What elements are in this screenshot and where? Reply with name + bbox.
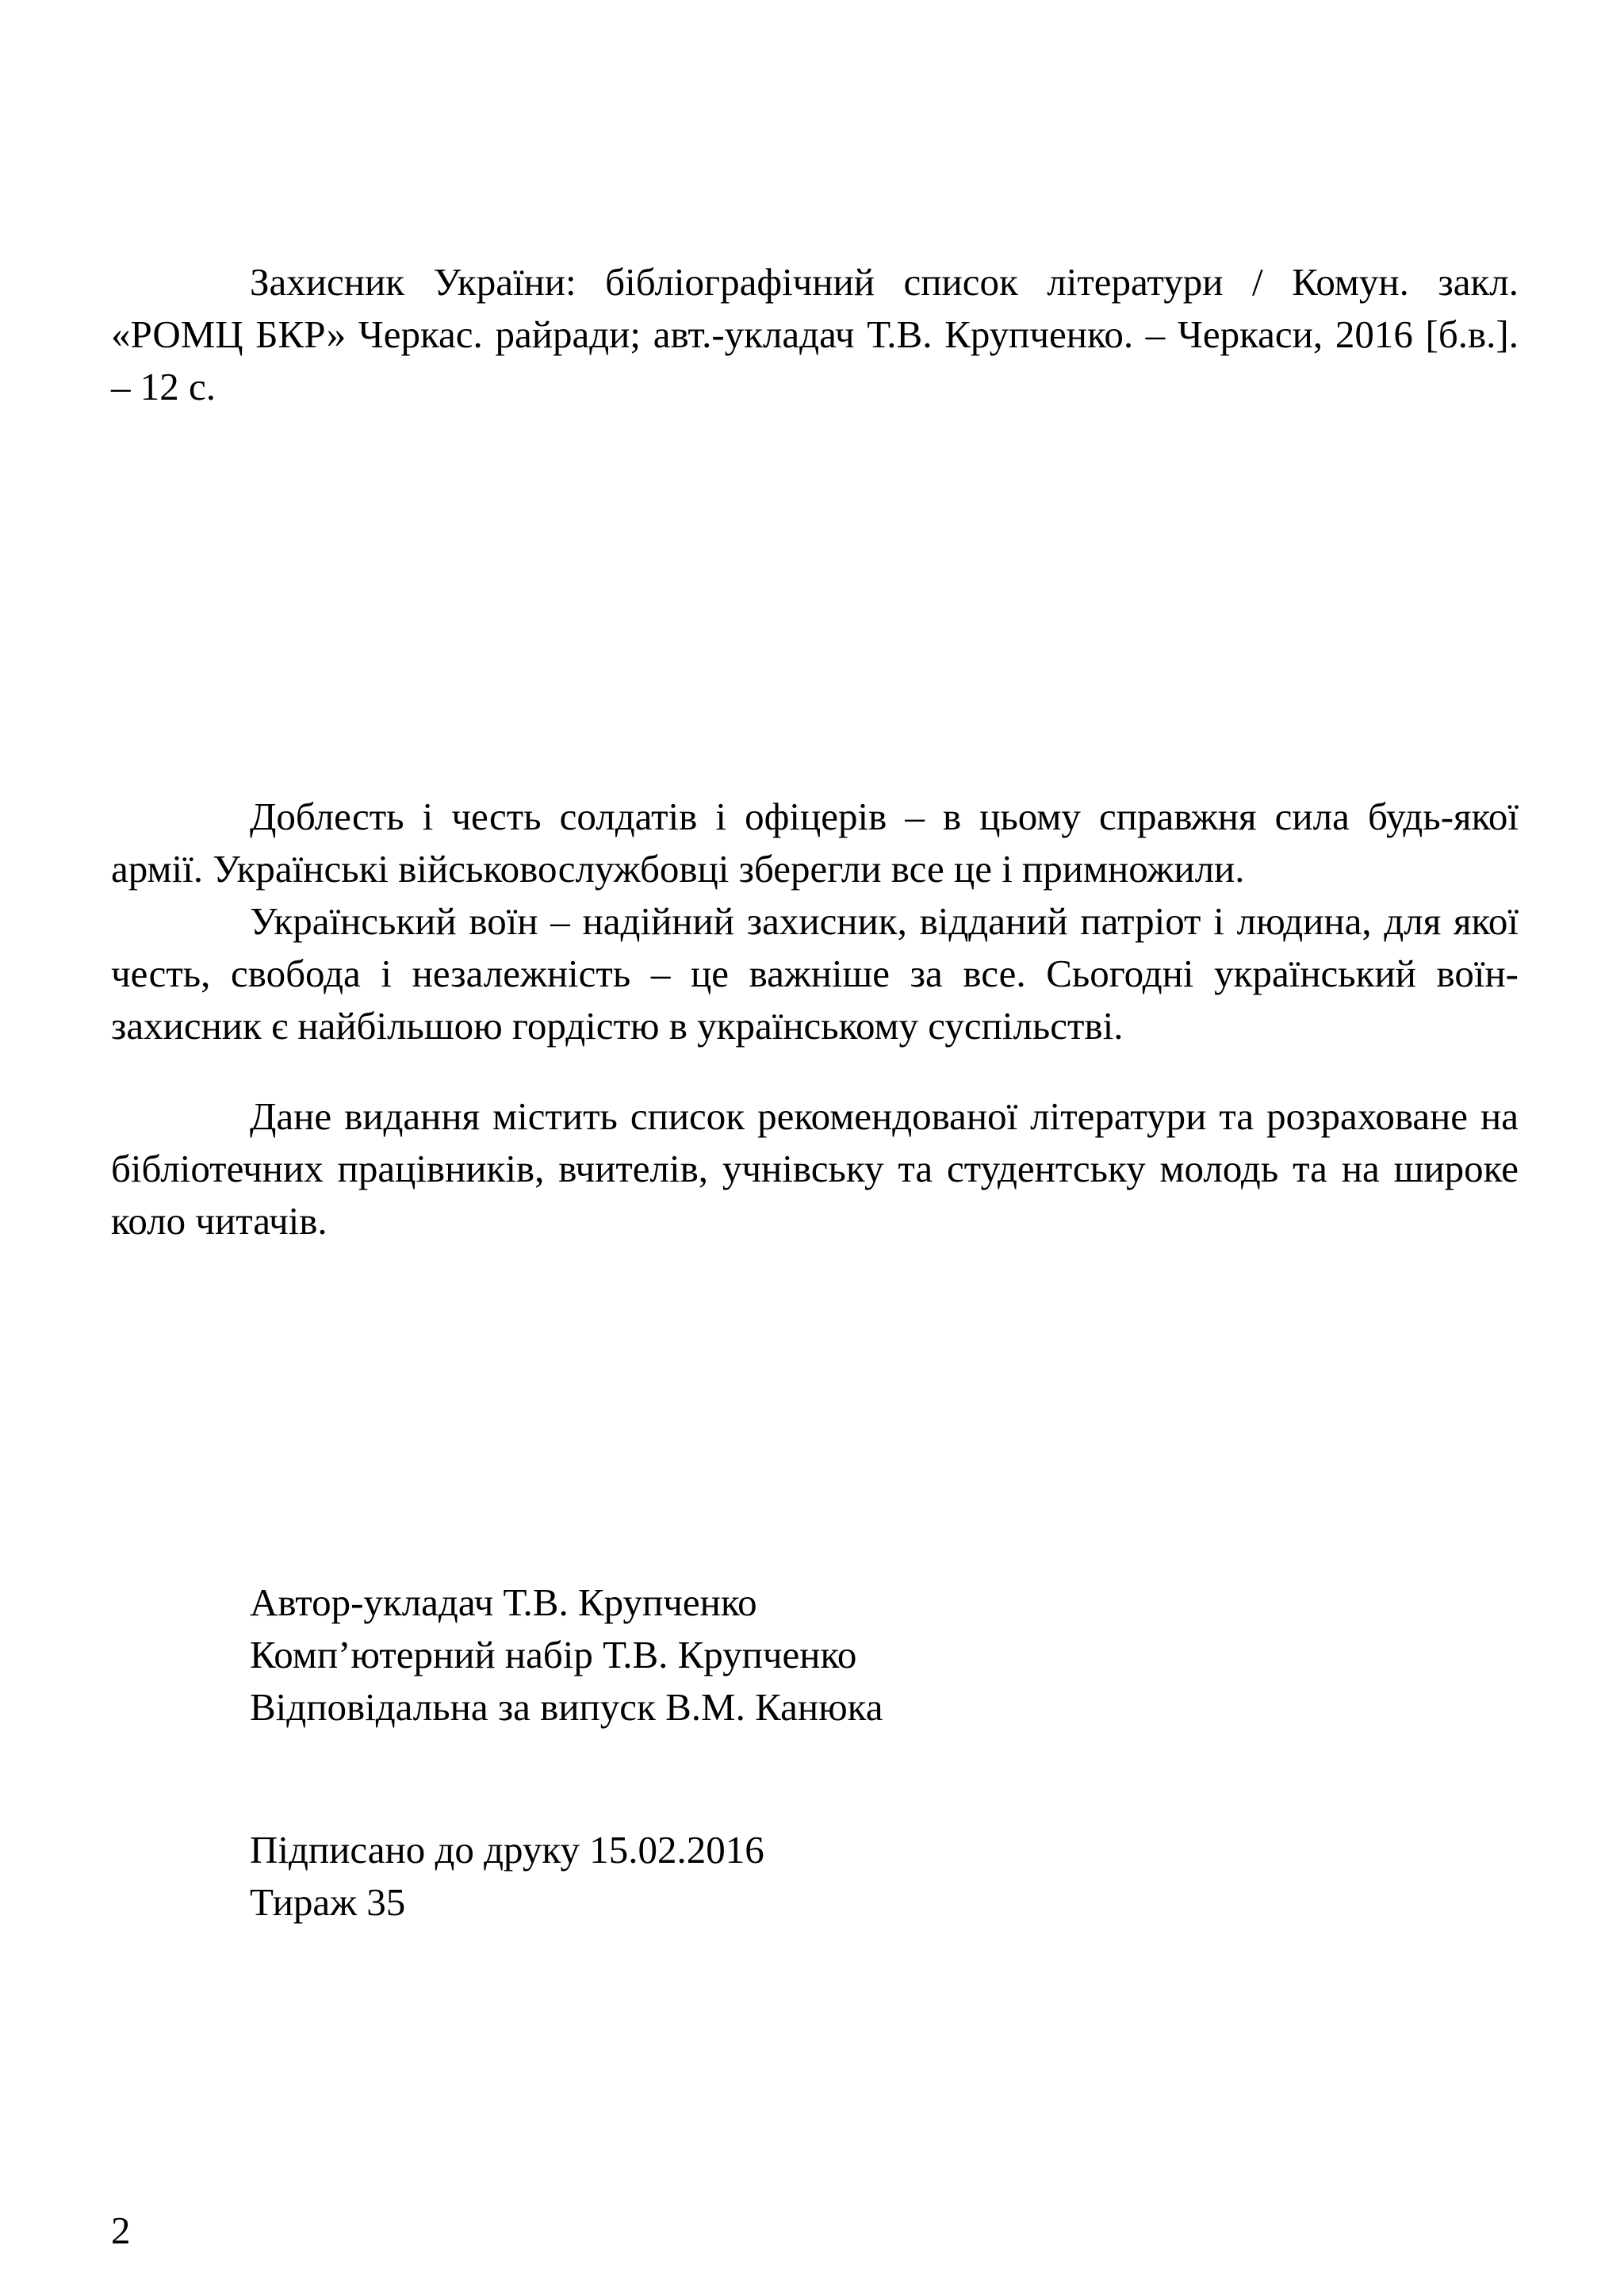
page-number: 2 — [111, 2209, 131, 2252]
bibliographic-entry: Захисник України: бібліографічний список літератури / Комун. закл. «РОМЦ БКР» Черкас. райради; авт.-укладач Т.В. Крупченко. – Черкаси, 2016 [б.в.]. – 12 с. — [111, 260, 1519, 408]
print-info-block — [250, 1824, 764, 1929]
credit-typesetting: Комп’ютерний набір Т.В. Крупченко — [250, 1633, 857, 1676]
print-circulation: Тираж 35 — [250, 1880, 406, 1924]
credits-block — [250, 1577, 883, 1734]
print-signed-date: Підписано до друку 15.02.2016 — [250, 1828, 764, 1872]
credit-compiler: Автор-укладач Т.В. Крупченко — [250, 1580, 757, 1624]
intro-paragraph-1: Доблесть і честь солдатів і офіцерів – в цьому справжня сила будь-якої армії. Українські військовослужбовці зберегли все це і примножили. — [111, 795, 1519, 891]
intro-paragraph-3: Дане видання містить список рекомендованої літератури та розраховане на бібліотечних працівників, вчителів, учнівську та студентську молодь та на широке коло читачів. — [111, 1094, 1519, 1243]
credit-responsible: Відповідальна за випуск В.М. Канюка — [250, 1685, 883, 1729]
intro-paragraph-2: Український воїн – надійний захисник, відданий патріот і людина, для якої честь, свобода і незалежність – це важніше за все. Сьогодні український воїн-захисник є найбільшою гордістю в українському суспільстві. — [111, 899, 1519, 1048]
